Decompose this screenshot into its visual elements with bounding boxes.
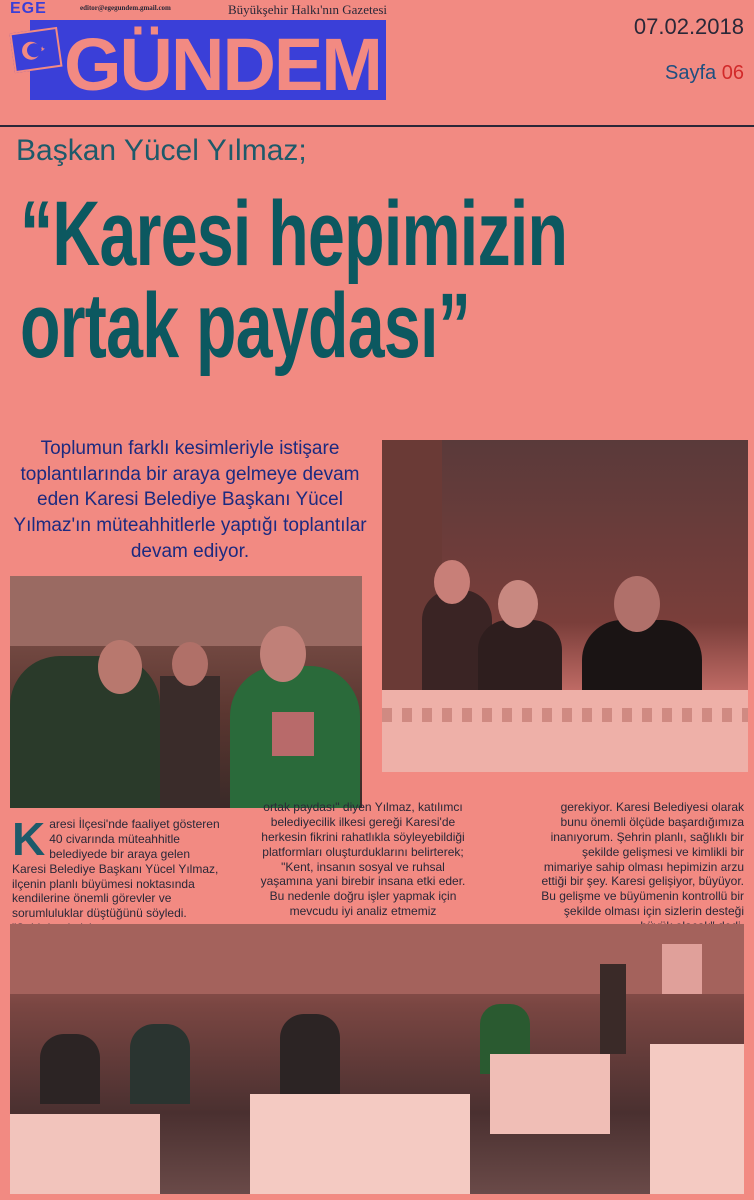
masthead-title-box bbox=[30, 20, 386, 106]
header-divider bbox=[0, 125, 754, 127]
issue-date: 07.02.2018 bbox=[633, 14, 744, 39]
article-headline bbox=[20, 183, 568, 377]
article-column-2: ortak paydası" diyen Yılmaz, katılımcı belediyecilik ilkesi gereği Karesi'de herkesin fikrini rahatlıkla söyleyebildiği platformları oluşturduklarını belirterek; "Kent, insanın sosyal ve ruhsal yaşamına yani birebir insana etki eder. Bu nedenle doğru işler yapmak için mevcudu iyi analiz etmemiz bbox=[260, 800, 466, 919]
masthead-ege: EGE bbox=[10, 0, 47, 17]
masthead-slogan: Büyükşehir Halkı'nın Gazetesi bbox=[228, 2, 388, 17]
article-kicker: Başkan Yücel Yılmaz; bbox=[16, 134, 307, 167]
newspaper-title: GÜNDEM bbox=[64, 23, 381, 106]
flag-icon bbox=[9, 27, 62, 73]
photo-meeting-audience bbox=[10, 924, 744, 1194]
page-word: Sayfa bbox=[665, 62, 717, 84]
article-column-1 bbox=[12, 813, 220, 936]
masthead-email: editor@egegundem.gmail.com bbox=[80, 4, 171, 12]
drop-cap: K bbox=[12, 813, 46, 865]
article-lead: Toplumun farklı kesimleriyle istişare toplantılarında bir araya gelmeye devam eden Karesi Belediye Başkanı Yücel Yılmaz'ın müteahhitlerle yaptığı toplantılar devam ediyor. bbox=[13, 438, 367, 562]
headline-line-2: ortak paydası” bbox=[20, 275, 471, 377]
page-indicator bbox=[665, 62, 744, 85]
masthead bbox=[10, 0, 388, 106]
photo-handshake bbox=[10, 576, 362, 808]
column-1-text: aresi İlçesi'nde faaliyet gösteren 40 civarında müteahhitle belediyede bir araya gelen Karesi Belediye Başkanı Yücel Yılmaz, ilçenin planlı büyümesi noktasında kendilerine önemli görevler ve sorumluluklar düştüğünü söyledi. bbox=[12, 817, 220, 921]
headline-line-1: “Karesi hepimizin bbox=[20, 183, 568, 285]
photo-head-table bbox=[382, 440, 748, 772]
page-number: 06 bbox=[721, 62, 744, 84]
article-column-3: gerekiyor. Karesi Belediyesi olarak bunu önemli ölçüde başardığımıza inanıyorum. Şehrin planlı, sağlıklı bir şekilde gelişmesi ve kimlikli bir mimariye sahip olması hepimizin arzu ettiği bir şey. Karesi gelişiyor, büyüyor. Bu gelişme ve büyümenin kontrollü bir şekilde olması için sizlerin desteği bbox=[541, 800, 744, 919]
